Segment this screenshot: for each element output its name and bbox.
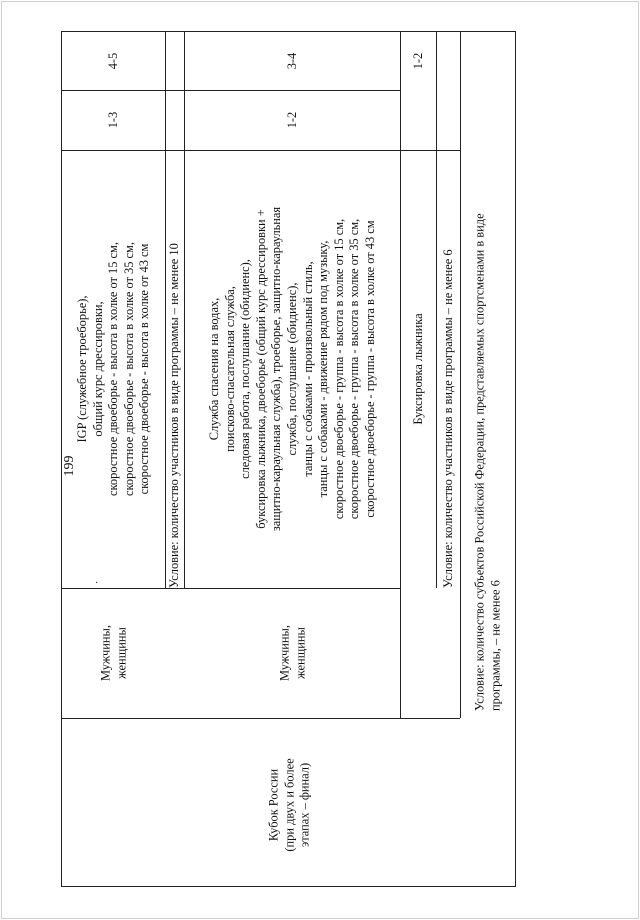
- condition-participants-6-cell: [437, 150, 460, 588]
- scan-mark: ·: [95, 578, 99, 589]
- page-number: 199: [62, 455, 77, 477]
- competition-line: (при двух и более: [282, 758, 297, 852]
- athletes-value: 4-5: [105, 52, 120, 69]
- athletes-value: 1-2: [410, 52, 425, 69]
- participants-line: женщины: [113, 627, 128, 679]
- group2-disciplines-cell: [185, 150, 400, 588]
- condition-regions-cell: [461, 31, 515, 718]
- discipline-line: Буксировка лыжника: [410, 313, 425, 425]
- group1-age-cell: [62, 90, 165, 150]
- participants-line: Мужчины,: [97, 625, 112, 681]
- participants-line: Мужчины,: [276, 625, 291, 681]
- discipline-line: скоростное двоеборье - высота в холке от 15 см,: [105, 242, 120, 496]
- discipline-line: служба, послушание (обидиенс),: [284, 282, 299, 456]
- discipline-line: танцы с собаками - движение рядом под музыку,: [315, 240, 330, 498]
- discipline-line: следовая работа, послушание (обидиенс),: [237, 259, 252, 479]
- competition-line: Кубок России: [266, 768, 281, 842]
- condition-regions-line: Условие: количество субъектов Российской Федерации, представляемых спортсменами в виде: [472, 212, 487, 711]
- discipline-line: скоростное двоеборье - группа - высота в холке от 43 см: [362, 220, 377, 518]
- group2-age-cell: [185, 90, 400, 150]
- discipline-line: скоростное двоеборье - группа - высота в холке от 35 см,: [347, 218, 362, 520]
- discipline-line: защитно-караульная служба), троеборье, защитно-караульная: [269, 206, 284, 532]
- discipline-line: скоростное двоеборье - высота в холке от 43 см: [136, 243, 151, 495]
- group3-athletes-cell: [401, 31, 436, 90]
- condition-participants-10: Условие: количество участников в виде программы – не менее 10: [166, 243, 181, 588]
- competition-line: этапах – финал): [297, 762, 312, 848]
- discipline-line: IGP (служебное троеборье),: [74, 295, 89, 443]
- age-value: 1-2: [284, 111, 299, 129]
- discipline-line: поисково-спасательная служба,: [222, 286, 237, 452]
- discipline-line: танцы с собаками - произвольный стиль,: [300, 261, 315, 477]
- discipline-line: скоростное двоеборье - группа - высота в холке от 15 см,: [331, 218, 346, 520]
- participants-line: женщины: [292, 627, 307, 679]
- discipline-line: Служба спасения на водах,: [206, 297, 221, 441]
- competition-cell: [250, 725, 330, 885]
- group3-discipline-cell: [401, 150, 436, 588]
- age-value: 1-3: [105, 111, 120, 129]
- discipline-line: общий курс дрессировки,: [90, 301, 105, 437]
- group2-athletes-cell: [185, 31, 400, 90]
- group2-participants-cell: [185, 588, 400, 718]
- condition-regions-line: программы, – не менее 6: [488, 579, 502, 711]
- condition-participants-6: Условие: количество участников в виде программы – не менее 6: [440, 249, 455, 588]
- discipline-line: буксировка лыжника, двоеборье (общий курс дрессировки +: [253, 209, 268, 529]
- athletes-value: 3-4: [284, 52, 299, 69]
- discipline-line: скоростное двоеборье - высота в холке от 35 см,: [121, 242, 136, 496]
- group1-participants-cell: [62, 588, 165, 718]
- group1-disciplines-cell: [62, 150, 165, 588]
- group1-athletes-cell: [62, 31, 165, 90]
